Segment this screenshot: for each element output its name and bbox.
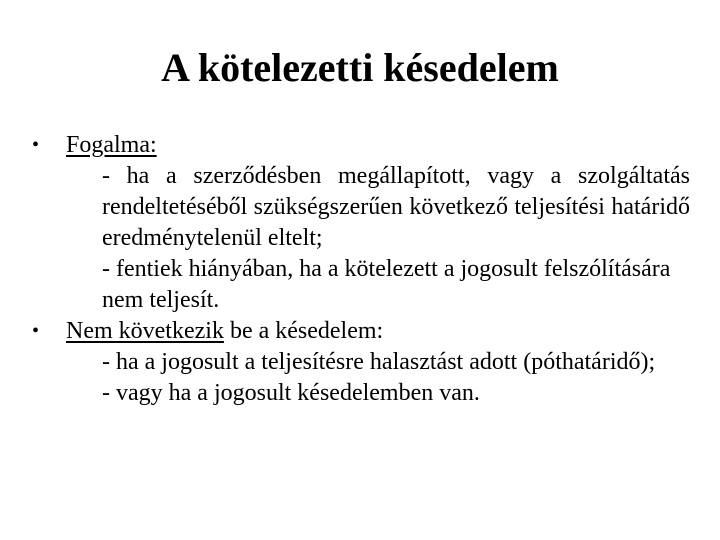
bullet-icon bbox=[30, 130, 66, 161]
bullet-heading-underlined: Nem következik bbox=[66, 318, 224, 344]
bullet-heading bbox=[66, 316, 690, 347]
bullet-heading-rest: be a késedelem: bbox=[223, 318, 384, 344]
bullet-line: - vagy ha a jogosult késedelemben van. bbox=[102, 380, 480, 406]
bullet-heading bbox=[66, 130, 690, 161]
bullet-line: - ha a jogosult a teljesítésre halasztást adott (póthatáridő); bbox=[102, 349, 656, 375]
slide-title: A kötelezetti késedelem bbox=[161, 45, 559, 90]
slide-body bbox=[30, 130, 690, 409]
bullet-heading-underlined: Fogalma: bbox=[66, 132, 157, 158]
bullet-line: - ha a szerződésben megállapított, vagy a szolgáltatás rendeltetéséből szükségszerűen következő teljesítési határidő eredménytelenül eltelt; bbox=[102, 163, 690, 251]
bullet-line: - fentiek hiányában, ha a kötelezett a jogosult felszólítására nem teljesít. bbox=[102, 256, 671, 313]
bullet-icon bbox=[30, 316, 66, 347]
bullet-definition bbox=[30, 130, 690, 316]
bullet-exceptions bbox=[30, 316, 690, 409]
